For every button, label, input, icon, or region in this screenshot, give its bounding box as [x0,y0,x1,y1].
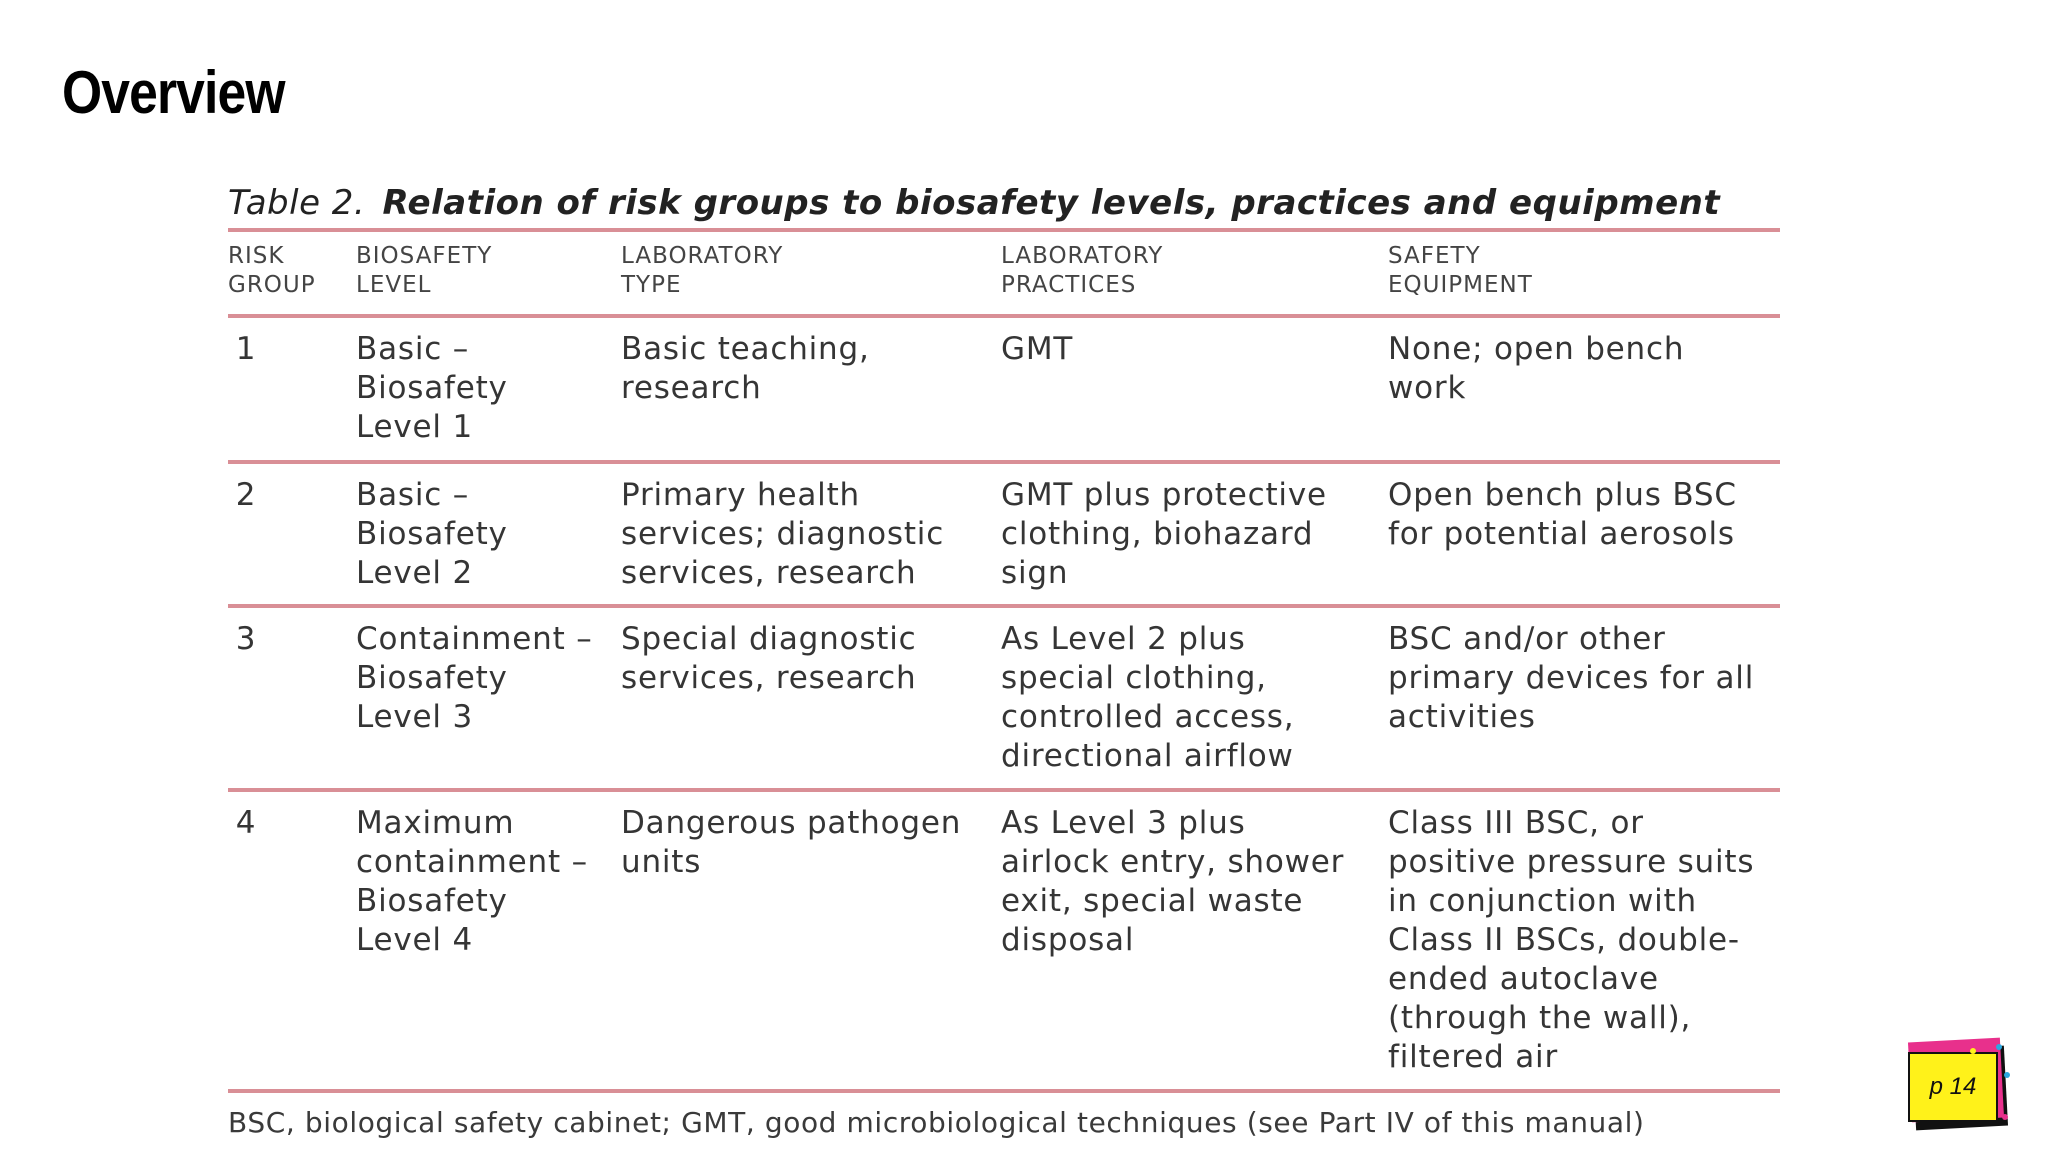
header-safety-equipment: SAFETY EQUIPMENT [1388,243,1533,298]
confetti-dot-icon [2002,1114,2008,1120]
table-row [228,464,1780,604]
biosafety-table [228,178,1780,1141]
cell-biosafety-level: Containment – Biosafety Level 3 [356,621,593,735]
table-row [228,792,1780,1089]
table-row [228,608,1780,788]
confetti-dot-icon [1970,1048,1976,1054]
cell-safety-equipment: None; open bench work [1388,331,1685,406]
confetti-dot-icon [1946,1042,1952,1048]
cell-risk-group [228,476,356,604]
header-laboratory-type: LABORATORY TYPE [621,243,784,298]
table-row [228,318,1780,460]
header-biosafety-level: BIOSAFETY LEVEL [356,243,493,298]
page-number-label: p 14 [1908,1052,1998,1122]
risk-group-value: 1 [235,331,257,367]
table-footnote: BSC, biological safety cabinet; GMT, good microbiological techniques (see Part IV of this manual) [228,1106,1645,1139]
cell-biosafety-level: Basic – Biosafety Level 2 [356,477,508,591]
cell-laboratory-type: Primary health services; diagnostic services, research [621,477,945,591]
risk-group-value: 3 [235,621,257,657]
cell-risk-group [228,330,356,460]
cell-safety-equipment: BSC and/or other primary devices for all activities [1388,621,1755,735]
cell-risk-group [228,620,356,788]
cell-laboratory-type: Dangerous pathogen units [621,805,962,880]
cell-laboratory-practices: GMT plus protective clothing, biohazard sign [1001,477,1327,591]
cell-laboratory-practices: As Level 2 plus special clothing, controlled access, directional airflow [1001,621,1295,774]
table-caption [228,178,1780,228]
table-caption-title: Relation of risk groups to biosafety levels, practices and equipment [382,183,1721,223]
confetti-dot-icon [2004,1072,2010,1078]
cell-laboratory-practices: GMT [1001,331,1074,367]
confetti-dot-icon [1996,1044,2002,1050]
slide-title: Overview [62,59,285,126]
header-laboratory-practices: LABORATORY PRACTICES [1001,243,1164,298]
table-caption-number: Table 2. [228,183,366,223]
risk-group-value: 4 [235,805,257,841]
table-header-row [228,232,1780,314]
cell-laboratory-type: Basic teaching, research [621,331,870,406]
header-risk-group: RISK GROUP [228,243,316,298]
cell-laboratory-type: Special diagnostic services, research [621,621,917,696]
cell-safety-equipment: Open bench plus BSC for potential aerosols [1388,477,1737,552]
cell-biosafety-level: Basic – Biosafety Level 1 [356,331,508,445]
cell-safety-equipment: Class III BSC, or positive pressure suits in conjunction with Class II BSCs, double- ended autoclave (through the wall), filtered air [1388,805,1755,1075]
page-number-badge [1908,1038,2008,1132]
cell-risk-group [228,804,356,1089]
cell-laboratory-practices: As Level 3 plus airlock entry, shower exit, special waste disposal [1001,805,1345,958]
risk-group-value: 2 [235,477,257,513]
cell-biosafety-level: Maximum containment – Biosafety Level 4 [356,805,588,958]
